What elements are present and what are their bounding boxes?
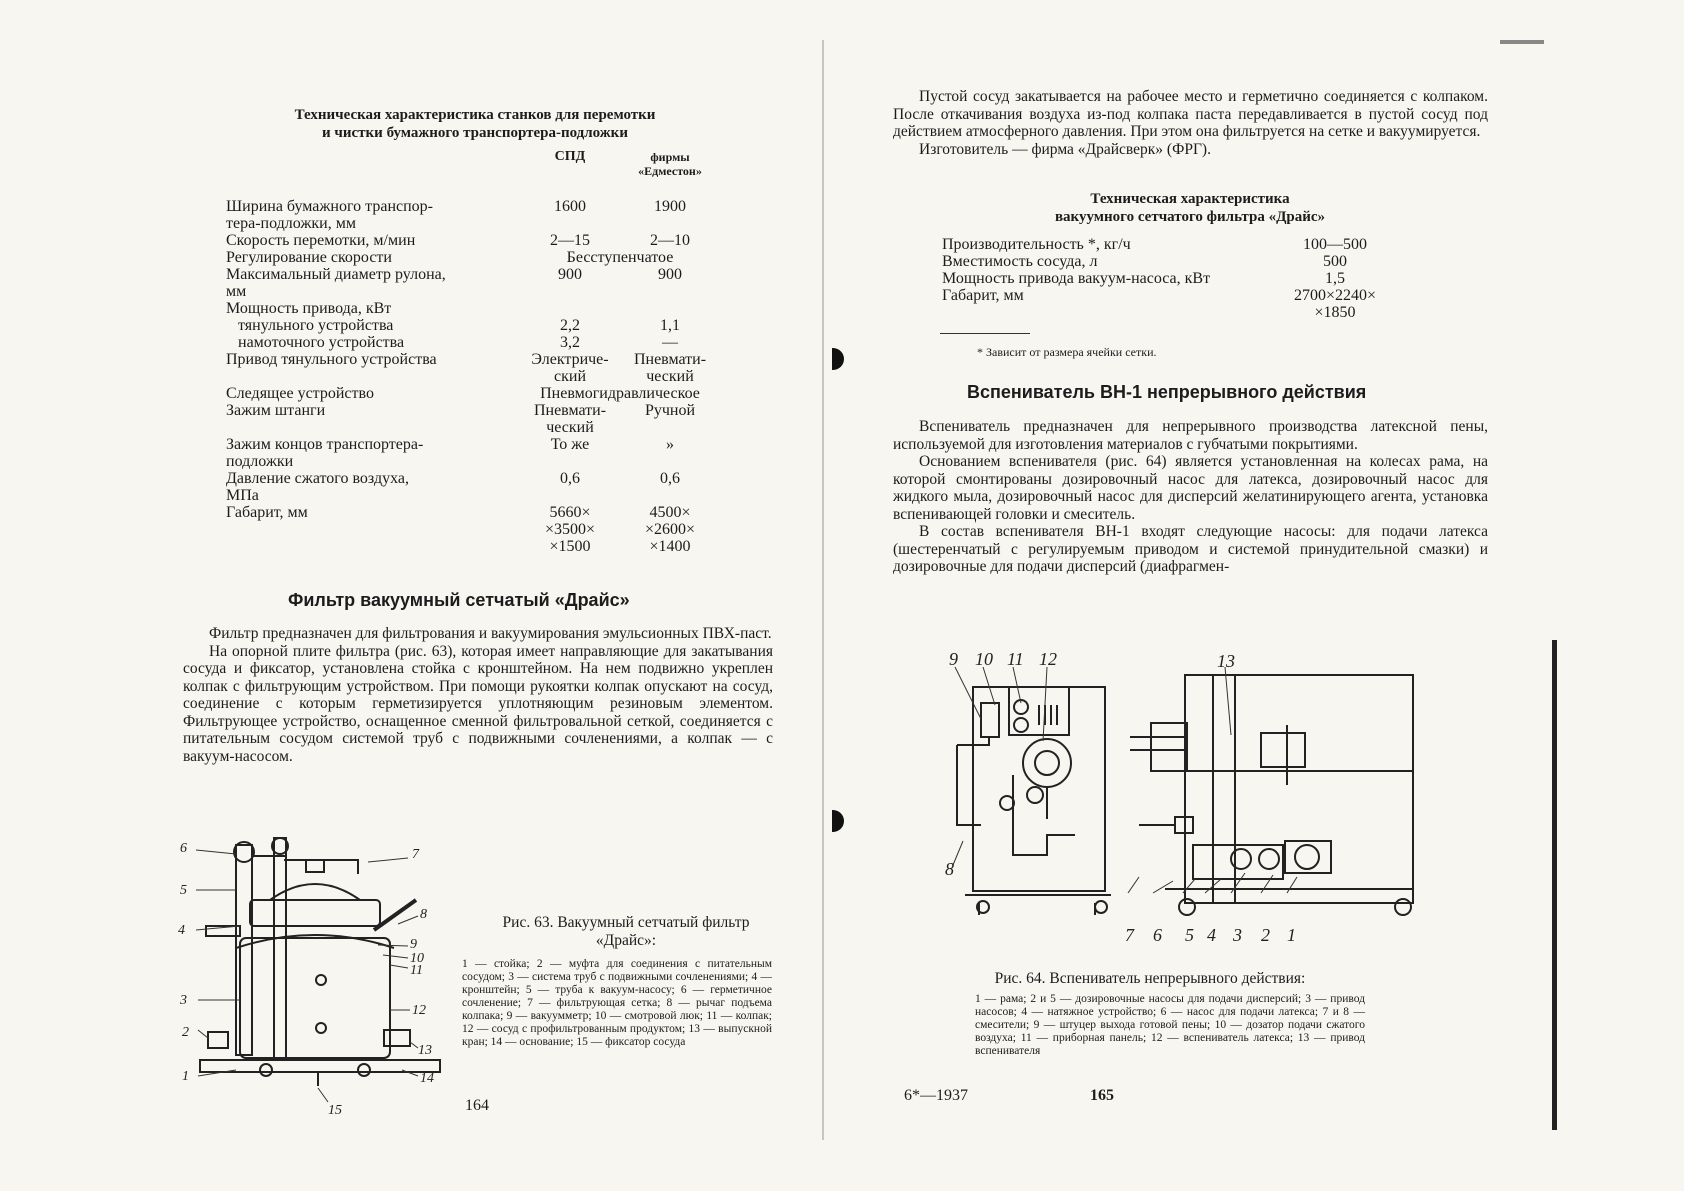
figure-label: 11	[1007, 649, 1024, 669]
figure-64-drawing	[935, 645, 1455, 950]
table-cell: ский	[554, 368, 586, 385]
figure-label: 13	[418, 1043, 432, 1058]
table-cell-span: Бесступенчатое	[566, 249, 674, 266]
table-cell: Пневмати-	[533, 402, 607, 419]
table-cell: 1,1	[660, 317, 680, 334]
table-row-label: Регулирование скорости	[226, 249, 392, 266]
table-cell: 2700×2240×	[1293, 287, 1377, 304]
figure-label: 3	[1233, 925, 1242, 945]
figure-63-drawing	[178, 830, 468, 1120]
table-cell: 0,6	[660, 470, 680, 487]
table-cell: 900	[658, 266, 682, 283]
table-cell: 3,2	[560, 334, 580, 351]
figure-label: 1	[1287, 925, 1296, 945]
table-cell: 2—15	[550, 232, 590, 249]
column-header-edmeston	[620, 150, 720, 178]
footnote: * Зависит от размера ячейки сетки.	[977, 345, 1157, 359]
table-row-label: Зажим концов транспортера-	[226, 436, 424, 453]
page-number: 164	[465, 1097, 489, 1114]
figure-label: 12	[412, 1003, 426, 1018]
figure-label: 14	[420, 1071, 434, 1086]
table-cell: ческий	[646, 368, 694, 385]
figure-label: 9	[410, 937, 417, 952]
figure-label: 6	[180, 841, 187, 856]
paragraph: На опорной плите фильтра (рис. 63), которая имеет направляющие для закатывания сосуда и фиксатор, установлена стойка с кронштейном. На нем подвижно укреплен колпак с фильтрующим устройством. При помощи рукоятки колпак опускают на сосуд, соединение с которым герметизируется уплотняющим резиновым элементом. Фильтрующее устройство, оснащенное сменной фильтровальной сеткой, соединяется с питательным сосудом системой труб с подвижными сочленениями, а колпак — с вакуум-насосом.	[183, 642, 773, 765]
figure-label: 15	[328, 1103, 342, 1118]
section-text	[893, 418, 1488, 576]
table-row-label: тянульного устройства	[226, 317, 394, 334]
table-cell: То же	[550, 436, 590, 453]
table-cell: »	[666, 436, 674, 453]
table-cell: Электриче-	[531, 351, 609, 368]
table-cell: ческий	[546, 419, 594, 436]
column-header-line: «Едместон»	[638, 164, 702, 178]
left-page	[0, 0, 830, 1191]
figure-label: 10	[410, 951, 424, 966]
table-row-label: Максимальный диаметр рулона,	[226, 266, 446, 283]
table-row-label: Вместимость сосуда, л	[942, 253, 1098, 270]
figure-label: 7	[1125, 925, 1134, 945]
table-row-label: тера-подложки, мм	[226, 215, 356, 232]
table-cell-span: Пневмогидравлическое	[540, 385, 700, 402]
figure-label: 12	[1039, 649, 1057, 669]
figure-label: 4	[178, 923, 185, 938]
table-cell: ×1400	[649, 538, 691, 555]
table-cell: 500	[1323, 253, 1347, 270]
table-title-line: Техническая характеристика	[1090, 191, 1290, 207]
table-row-label: Зажим штанги	[226, 402, 326, 419]
table-title	[220, 106, 730, 142]
table-row-label: Давление сжатого воздуха,	[226, 470, 409, 487]
table-cell: 0,6	[560, 470, 580, 487]
table-row-label: Ширина бумажного транспор-	[226, 198, 433, 215]
table-row-label: Мощность привода вакуум-насоса, кВт	[942, 270, 1211, 287]
table-row-label: Мощность привода, кВт	[226, 300, 392, 317]
section-heading: Фильтр вакуумный сетчатый «Драйс»	[288, 590, 630, 610]
table-cell: ×2600×	[644, 521, 696, 538]
column-header-spd: СПД	[554, 149, 586, 164]
signature-mark: 6*—1937	[904, 1087, 968, 1104]
figure-label: 2	[1261, 925, 1270, 945]
table-row-label: Габарит, мм	[226, 504, 308, 521]
figure-label: 10	[975, 649, 993, 669]
paragraph: Фильтр предназначен для фильтрования и вакуумирования эмульсионных ПВХ-паст.	[209, 625, 772, 642]
table-cell: ×1500	[549, 538, 591, 555]
figure-64-caption: Рис. 64. Вспениватель непрерывного действия:	[994, 970, 1306, 987]
table-title-line: Техническая характеристика станков для перемотки	[294, 107, 656, 123]
section-heading: Вспениватель ВН-1 непрерывного действия	[967, 382, 1367, 402]
table-row-label: подложки	[226, 453, 294, 470]
column-header-line: фирмы	[650, 150, 690, 164]
table-cell: 1,5	[1325, 270, 1345, 287]
table-cell: 1900	[654, 198, 686, 215]
paragraph: Основанием вспенивателя (рис. 64) является установленная на колесах рама, на которой смонтированы дозировочный насос для латекса, дозировочный насос для жидкого мыла, дозировочный насос для дисперсий желатинирующего агента, установка вспенивающей головки и смеситель.	[893, 453, 1488, 523]
table-cell: 4500×	[649, 504, 691, 521]
figure-label: 6	[1153, 925, 1162, 945]
caption-line: Рис. 63. Вакуумный сетчатый фильтр	[502, 914, 750, 931]
figure-label: 3	[180, 993, 187, 1008]
figure-label: 13	[1217, 651, 1235, 671]
table-cell: 5660×	[549, 504, 591, 521]
figure-label: 2	[182, 1025, 189, 1040]
figure-label: 8	[420, 907, 427, 922]
intro-text	[893, 88, 1488, 158]
table-cell: ×1850	[1314, 304, 1356, 321]
table-cell: ×3500×	[544, 521, 596, 538]
paragraph: В состав вспенивателя ВН-1 входят следующие насосы: для подачи латекса (шестеренчатый с регулируемым приводом и системой принудительной смазки) и дозировочные для подачи дисперсий (диафрагмен-	[893, 523, 1488, 575]
figure-label: 1	[182, 1069, 189, 1084]
figure-label: 5	[1185, 925, 1194, 945]
table-row-label: мм	[226, 283, 247, 300]
table-row-label: Следящее устройство	[226, 385, 374, 402]
section-text	[183, 625, 773, 765]
figure-63-caption	[456, 914, 796, 950]
footnote-rule	[940, 333, 1030, 334]
figure-64-legend: 1 — рама; 2 и 5 — дозировочные насосы для подачи дисперсий; 3 — привод насосов; 4 — натяжное устройство; 6 — насос для подачи латекса; 7 и 8 — смесители; 9 — штуцер выхода готовой пены; 10 — дозатор подачи сжатого воздуха; 11 — приборная панель; 12 — вспениватель латекса; 13 — привод вспенивателя	[975, 993, 1365, 1057]
table-row-label: МПа	[226, 487, 259, 504]
table-cell: 2,2	[560, 317, 580, 334]
table-cell: 2—10	[650, 232, 690, 249]
right-page	[830, 0, 1684, 1191]
page-number: 165	[1090, 1087, 1114, 1104]
table-row-label: Габарит, мм	[942, 287, 1024, 304]
table-cell: 1600	[554, 198, 586, 215]
paragraph: Вспениватель предназначен для непрерывного производства латексной пены, используемой для изготовления материалов с губчатыми покрытиями.	[893, 418, 1488, 453]
table-cell: Ручной	[644, 402, 696, 419]
table-cell: Пневмати-	[633, 351, 707, 368]
table-row-label: Скорость перемотки, м/мин	[226, 232, 416, 249]
paragraph: Пустой сосуд закатывается на рабочее место и герметично соединяется с колпаком. После откачивания воздуха из-под колпака паста передавливается в пустой сосуд под действием атмосферного давления. При этом она фильтруется на сетке и вакуумируется.	[893, 88, 1488, 140]
table-title	[980, 190, 1400, 226]
figure-label: 8	[945, 859, 954, 879]
table-cell: 100—500	[1303, 236, 1367, 253]
caption-line: «Драйс»:	[595, 932, 657, 949]
table-title-line: и чистки бумажного транспортера-подложки	[322, 125, 628, 141]
figure-label: 9	[949, 649, 958, 669]
figure-label: 7	[412, 847, 419, 862]
table-row-label: Привод тянульного устройства	[226, 351, 437, 368]
table-title-line: вакуумного сетчатого фильтра «Драйс»	[1054, 209, 1326, 225]
table-row-label: намоточного устройства	[226, 334, 405, 351]
figure-63-legend: 1 — стойка; 2 — муфта для соединения с питательным сосудом; 3 — система труб с подвижными сочленениями; 4 — кронштейн; 5 — труба к вакуум-насосу; 6 — герметичное сочленение; 7 — фильтрующая сетка; 8 — рычаг подъема колпака; 9 — вакуумметр; 10 — смотровой люк; 11 — колпак; 12 — сосуд с профильтрованным продуктом; 13 — выпускной кран; 14 — основание; 15 — фиксатор сосуда	[462, 958, 772, 1048]
figure-label: 5	[180, 883, 187, 898]
figure-label: 4	[1207, 925, 1216, 945]
table-cell: —	[662, 334, 678, 351]
figure-label: 11	[410, 963, 423, 978]
table-cell: 900	[558, 266, 582, 283]
table-row-label: Производительность *, кг/ч	[942, 236, 1131, 253]
paragraph: Изготовитель — фирма «Драйсверк» (ФРГ).	[919, 140, 1211, 158]
